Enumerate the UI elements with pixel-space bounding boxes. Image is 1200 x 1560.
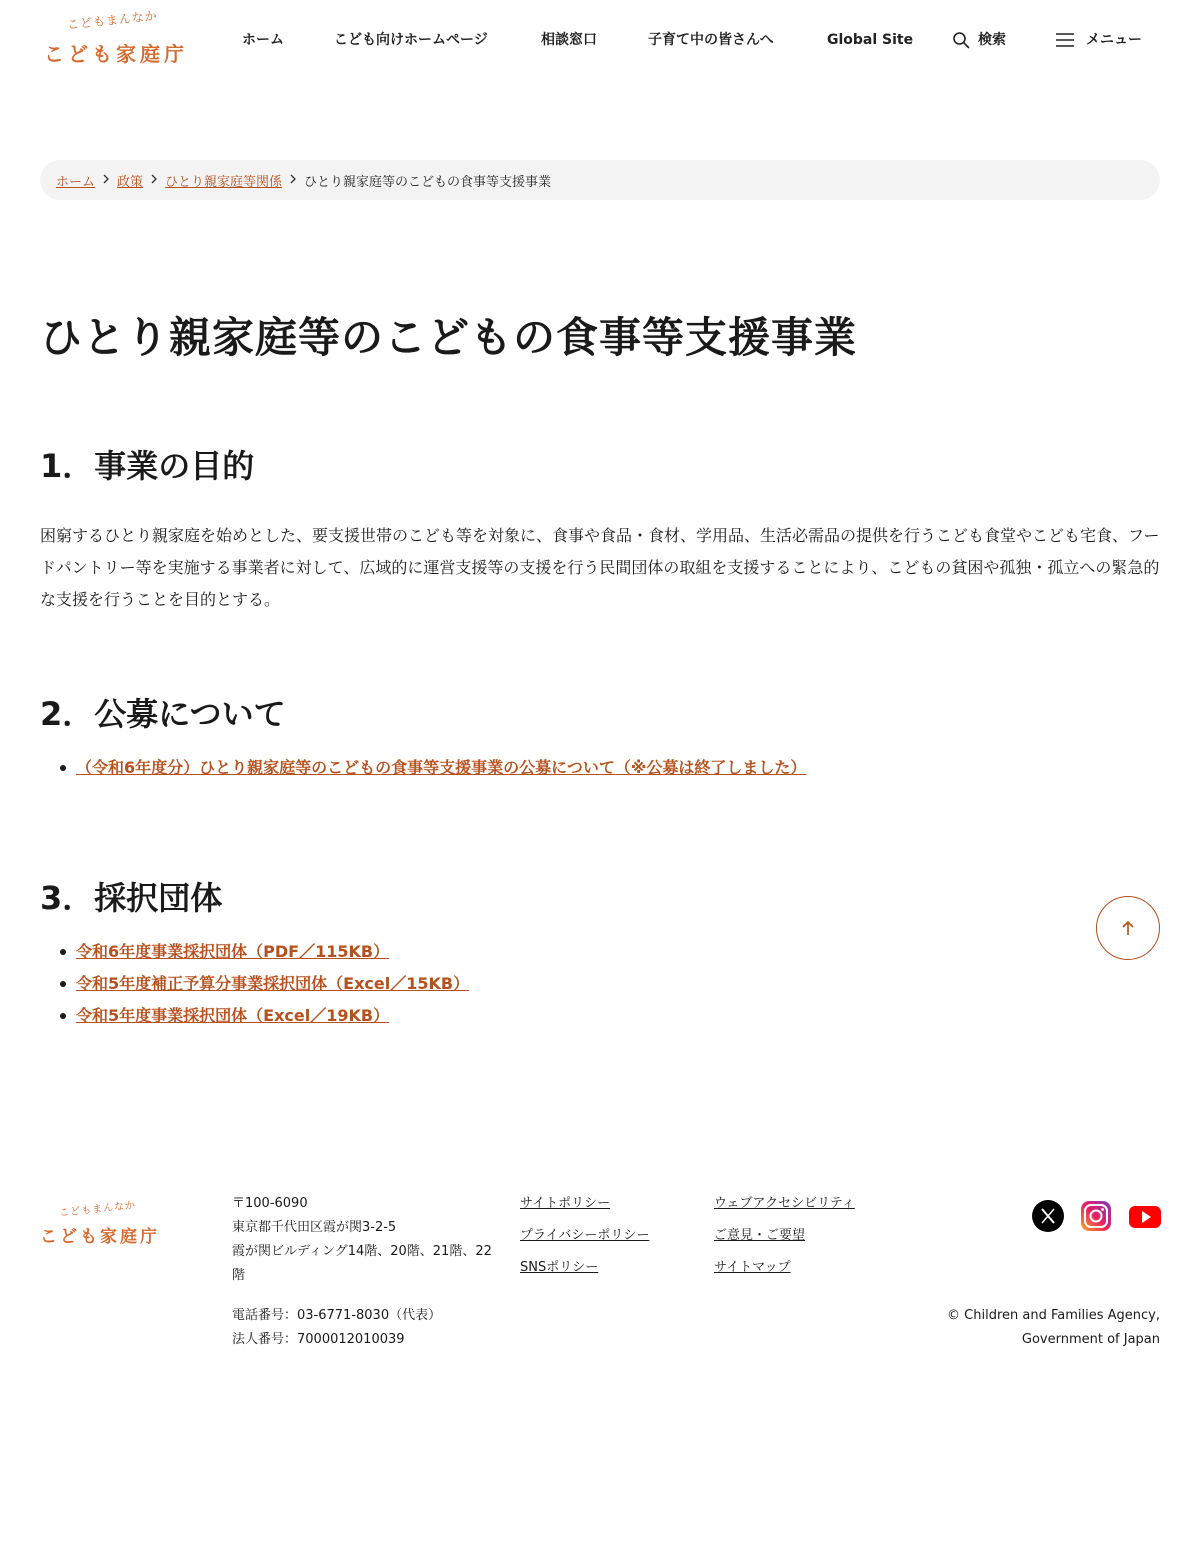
instagram-icon[interactable] [1079, 1199, 1113, 1233]
search-button[interactable] [952, 28, 1006, 52]
hamburger-icon [1056, 33, 1074, 47]
youtube-icon[interactable] [1128, 1199, 1162, 1233]
address-line-2: 霞が関ビルディング14階、20階、21階、22階 [232, 1244, 492, 1283]
footer-address [232, 1192, 502, 1288]
search-label: 検索 [978, 32, 1006, 48]
recruitment-link[interactable]: （令和6年度分）ひとり親家庭等のこどもの食事等支援事業の公募について（※公募は終了しました） [76, 758, 807, 777]
adopted-link-r5[interactable]: 令和5年度事業採択団体（Excel／19KB） [76, 1006, 390, 1025]
footer-link-sitemap[interactable]: サイトマップ [714, 1260, 791, 1275]
footer-contact [232, 1304, 502, 1352]
corporate-number: 法人番号：7000012010039 [232, 1332, 405, 1347]
section-heading-adopted: 3．採択団体 [40, 879, 223, 917]
breadcrumb-home[interactable]: ホーム [56, 174, 96, 190]
list-item [76, 1000, 469, 1032]
recruitment-link-list [76, 752, 806, 784]
nav-parents[interactable]: 子育て中の皆さんへ [648, 32, 774, 48]
arrow-up-icon [1121, 920, 1135, 936]
address-line-1: 東京都千代田区霞が関3-2-5 [232, 1220, 397, 1235]
menu-label: メニュー [1086, 32, 1142, 48]
breadcrumb-current: ひとり親家庭等のこどもの食事等支援事業 [304, 174, 552, 190]
footer-logo-tagline: こどもまんなか [58, 1200, 137, 1219]
purpose-paragraph: 困窮するひとり親家庭を始めとした、要支援世帯のこども等を対象に、食事や食品・食材、学用品、生活必需品の提供を行うこども食堂やこども宅食、フードパントリー等を実施する事業者に対して、広域的に運営支援等の支援を行う民間団体の取組を支援することにより、こどもの貧困や孤独・孤立への緊急的な支援を行うことを目的とする。 [40, 526, 1160, 609]
site-header [0, 0, 1200, 80]
chevron-right-icon [143, 174, 165, 187]
menu-button[interactable] [1056, 28, 1142, 52]
breadcrumb-single-parent[interactable]: ひとり親家庭等関係 [165, 174, 283, 190]
adopted-link-r6[interactable]: 令和6年度事業採択団体（PDF／115KB） [76, 942, 390, 961]
chevron-right-icon [95, 174, 117, 187]
chevron-right-icon [282, 174, 304, 187]
logo-tagline: こどもまんなか [66, 8, 159, 33]
list-item [76, 752, 806, 784]
site-logo[interactable] [44, 8, 188, 68]
section-heading-recruitment: 2．公募について [40, 695, 286, 733]
footer-logo-title: こども家庭庁 [40, 1227, 160, 1247]
nav-home[interactable]: ホーム [242, 32, 284, 48]
list-item [76, 968, 469, 1000]
search-icon [952, 31, 970, 49]
footer-link-feedback[interactable]: ご意見・ご要望 [714, 1228, 806, 1243]
logo-title: こども家庭庁 [44, 42, 188, 66]
breadcrumb-policy[interactable]: 政策 [117, 174, 144, 190]
footer-link-site-policy[interactable]: サイトポリシー [520, 1196, 611, 1211]
section-heading-purpose: 1．事業の目的 [40, 447, 255, 485]
list-item [76, 936, 469, 968]
back-to-top-button[interactable] [1096, 896, 1160, 960]
x-logo-icon[interactable] [1031, 1199, 1065, 1233]
nav-global-site[interactable]: Global Site [827, 32, 914, 48]
copyright-line-1: © Children and Families Agency, [947, 1308, 1160, 1323]
nav-consult[interactable]: 相談窓口 [541, 32, 597, 48]
postal-code: 〒100-6090 [232, 1196, 308, 1211]
phone-number: 電話番号：03-6771-8030（代表） [232, 1308, 442, 1323]
footer-link-sns-policy[interactable]: SNSポリシー [520, 1260, 599, 1275]
footer-logo[interactable] [40, 1200, 170, 1248]
adopted-link-list [76, 936, 469, 1032]
footer-link-privacy-policy[interactable]: プライバシーポリシー [520, 1228, 650, 1243]
page-title: ひとり親家庭等のこどもの食事等支援事業 [40, 313, 858, 362]
copyright [947, 1304, 1160, 1352]
breadcrumb [40, 160, 1160, 200]
nav-kids-page[interactable]: こども向けホームページ [334, 32, 488, 48]
footer-link-accessibility[interactable]: ウェブアクセシビリティ [714, 1196, 855, 1211]
copyright-line-2: Government of Japan [1021, 1332, 1160, 1347]
adopted-link-r5-supplementary[interactable]: 令和5年度補正予算分事業採択団体（Excel／15KB） [76, 974, 470, 993]
